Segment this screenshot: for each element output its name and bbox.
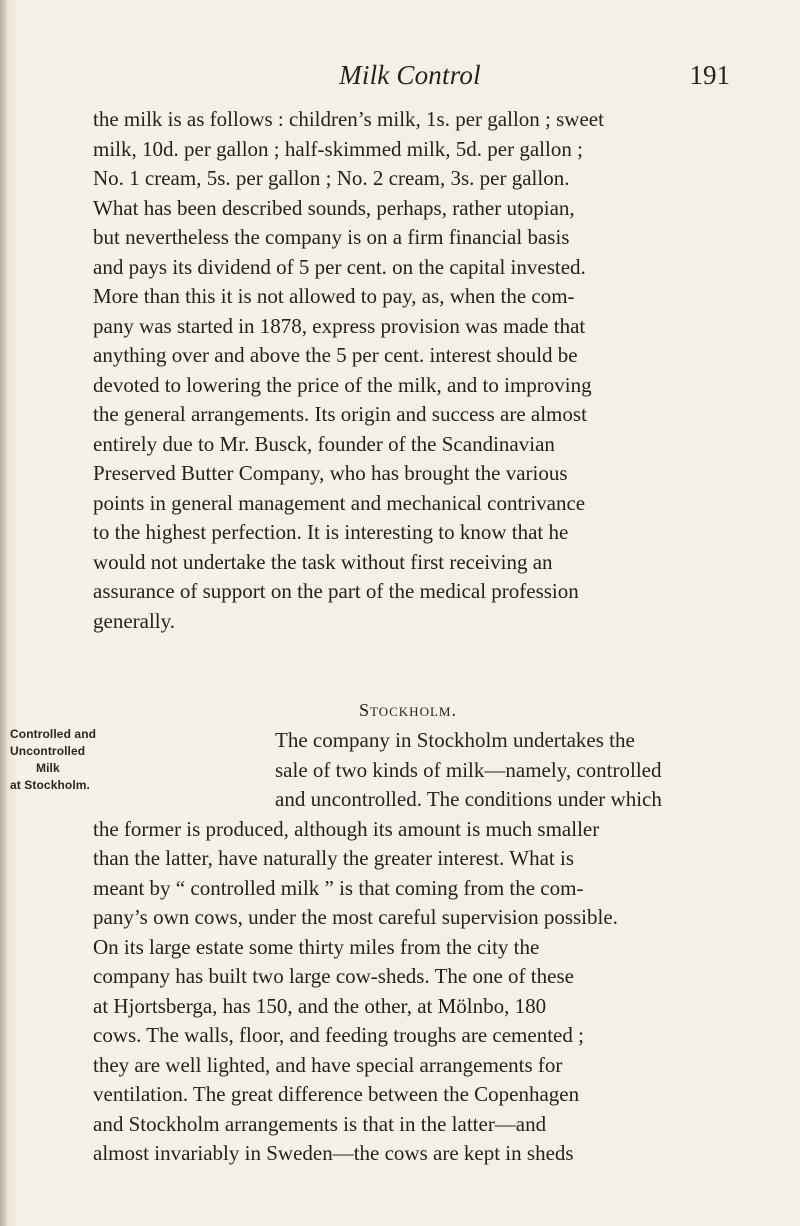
paragraph-line: ventilation. The great difference between the Copenhagen [93, 1082, 580, 1106]
paragraph-line: What has been described sounds, perhaps, rather utopian, [93, 195, 575, 220]
page-number: 191 [689, 60, 730, 90]
paragraph-line: anything over and above the 5 per cent. interest should be [93, 343, 578, 367]
paragraph-line: milk, 10d. per gallon ; half-skimmed milk, 5d. per gallon ; [93, 136, 583, 161]
paragraph-line: and Stockholm arrangements is that in the latter—and [93, 1111, 547, 1136]
paragraph-line: they are well lighted, and have special arrangements for [93, 1052, 563, 1077]
page-header [90, 58, 730, 98]
paragraph-line: company has built two large cow-sheds. The one of these [93, 964, 574, 988]
paragraph-line: would not undertake the task without first receiving an [93, 549, 553, 574]
paragraph-line: than the latter, have naturally the greater interest. What is [93, 846, 574, 870]
paragraph-line: cows. The walls, floor, and feeding troughs are cemented ; [93, 1023, 584, 1047]
paragraph-line: and pays its dividend of 5 per cent. on the capital invested. [93, 254, 586, 279]
paragraph-line: the general arrangements. Its origin and success are almost [93, 402, 587, 426]
paragraph-line: but nevertheless the company is on a firm financial basis [93, 225, 570, 249]
page-gutter-shadow [0, 0, 8, 1226]
paragraph-line: almost invariably in Sweden—the cows are kept in sheds [93, 1141, 574, 1165]
paragraph-line: at Hjortsberga, has 150, and the other, at Mölnbo, 180 [93, 993, 547, 1018]
paragraph-line: entirely due to Mr. Busck, founder of the Scandinavian [93, 431, 555, 456]
paragraph-line: pany was started in 1878, express provision was made that [93, 313, 586, 338]
marginal-note-line: Uncontrolled [10, 744, 86, 758]
paragraph-line: On its large estate some thirty miles from the city the [93, 934, 540, 959]
paragraph-line: the milk is as follows : children’s milk, 1s. per gallon ; sweet [93, 107, 604, 131]
marginal-note-line: Controlled and [10, 727, 97, 741]
paragraph-one [93, 105, 723, 636]
paragraph-line: More than this it is not allowed to pay, as, when the com- [93, 284, 575, 308]
paragraph-line: generally. [93, 608, 176, 633]
paragraph-line: The company in Stockholm undertakes the [275, 728, 635, 752]
paragraph-line: sale of two kinds of milk—namely, controlled [275, 757, 662, 782]
marginal-note-line: at Stockholm. [10, 778, 90, 792]
paragraph-line: devoted to lowering the price of the milk, and to improving [93, 372, 592, 397]
paragraph-line: No. 1 cream, 5s. per gallon ; No. 2 cream, 3s. per gallon. [93, 166, 570, 190]
paragraph-line: to the highest perfection. It is interesting to know that he [93, 520, 569, 544]
paragraph-line: assurance of support on the part of the medical profession [93, 579, 579, 603]
running-head: Milk Control [339, 60, 481, 90]
paragraph-line: meant by “ controlled milk ” is that coming from the com- [93, 875, 584, 900]
paragraph-two [93, 726, 723, 1169]
marginal-note [10, 726, 106, 794]
paragraph-line: pany’s own cows, under the most careful supervision possible. [93, 905, 618, 929]
paragraph-line: Preserved Butter Company, who has brought the various [93, 461, 568, 485]
paragraph-line: points in general management and mechanical contrivance [93, 490, 586, 515]
marginal-note-line: Milk [36, 761, 60, 775]
paragraph-line: and uncontrolled. The conditions under which [275, 787, 662, 811]
paragraph-line: the former is produced, although its amount is much smaller [93, 816, 600, 841]
section-heading: Stockholm. [359, 700, 457, 720]
